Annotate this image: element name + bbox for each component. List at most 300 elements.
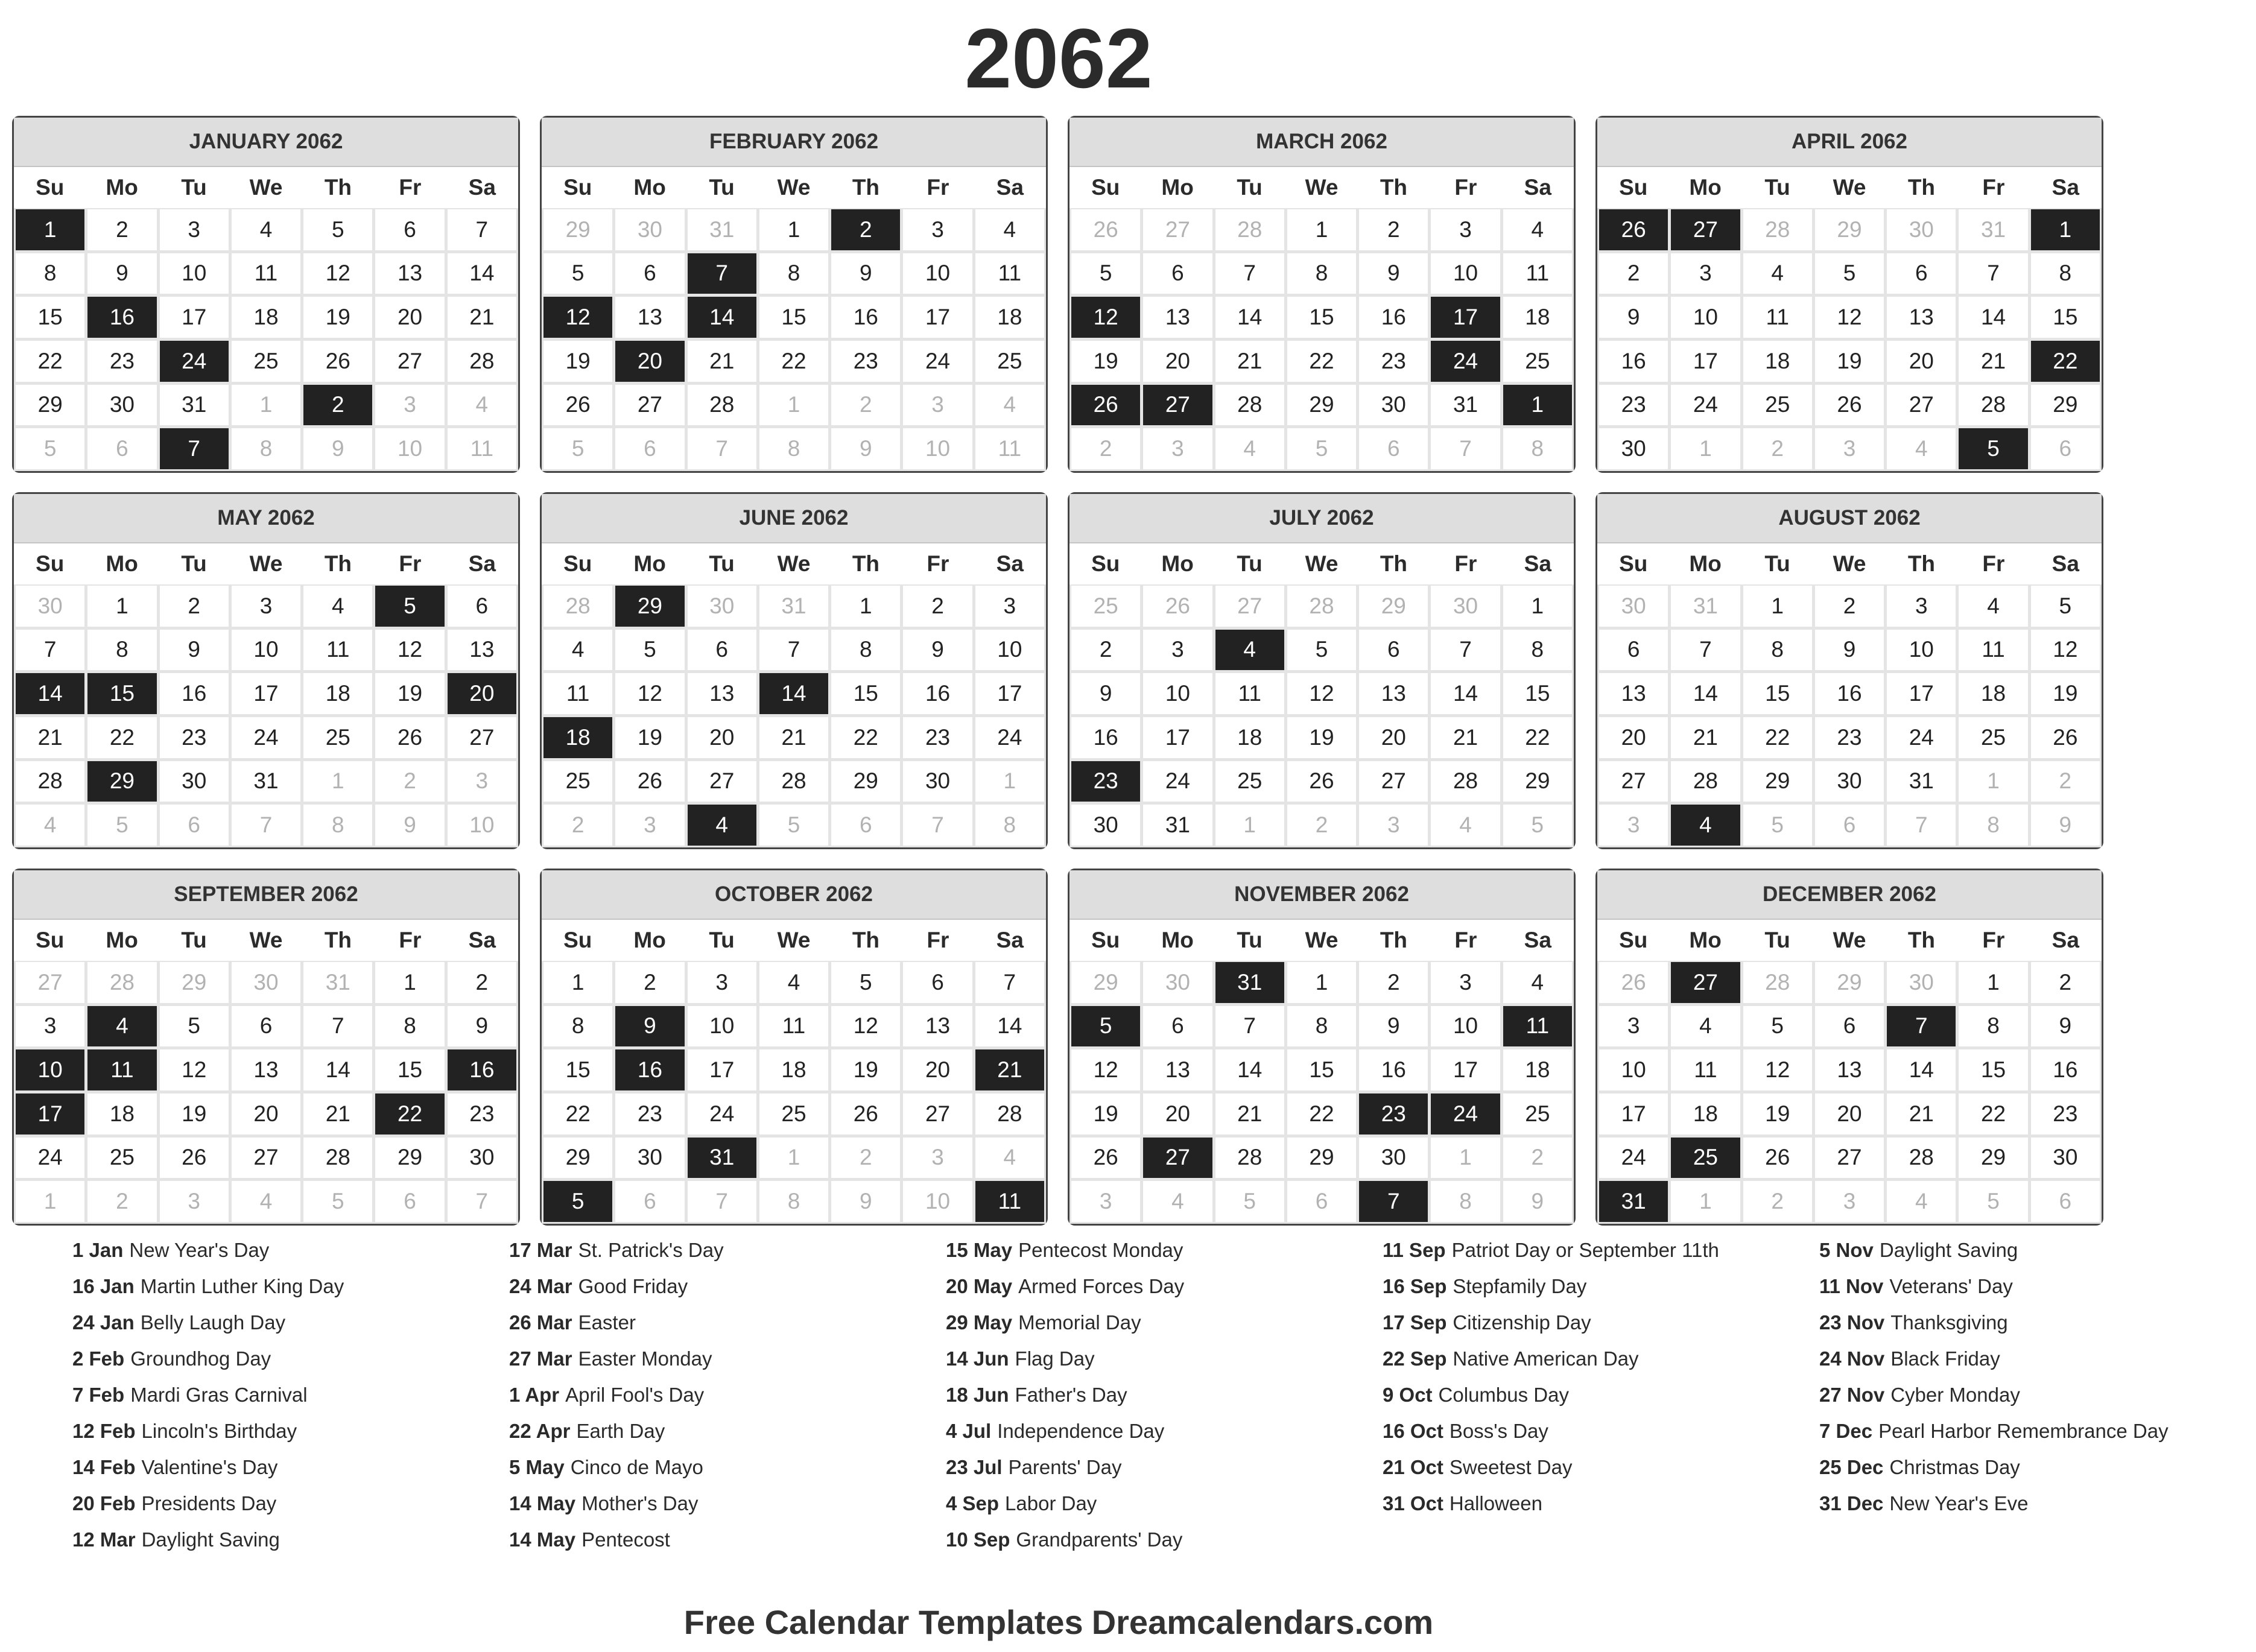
weekday-label: Th [1380,175,1408,200]
weekday-label: Fr [1982,928,2005,952]
day-cell: 22 [1287,1093,1356,1135]
weekday-label: We [249,175,283,200]
day-cell-adjacent: 1 [1959,761,2027,802]
day-cell-adjacent: 4 [1431,805,1500,846]
day-cell: 8 [1743,630,1812,671]
day-cell: 25 [759,1093,828,1135]
day-cell: 8 [543,1006,612,1047]
day-cell: 4 [1671,1006,1740,1047]
day-cell-holiday: 16 [615,1049,684,1090]
day-cell: 13 [1359,673,1428,714]
day-cell: 29 [1287,1138,1356,1179]
day-cell: 25 [303,717,372,758]
day-cell: 17 [688,1049,756,1090]
day-cell: 19 [1815,341,1884,382]
day-cell-adjacent: 7 [688,1181,756,1222]
weekday-label: Su [1091,928,1120,952]
holiday-name: Citizenship Day [1453,1311,1591,1334]
day-cell-holiday: 7 [1359,1181,1428,1222]
day-cell-holiday: 12 [543,297,612,338]
day-cell: 23 [87,341,156,382]
holiday-date: 4 Jul [946,1420,992,1442]
day-cell: 4 [1503,962,1572,1003]
holiday-item [1819,1236,2217,1264]
day-grid [14,584,518,847]
holiday-date: 11 Nov [1819,1275,1884,1297]
day-cell-adjacent: 28 [1743,209,1812,250]
weekday-label: Th [1380,551,1408,576]
holiday-name: Presidents Day [141,1492,277,1514]
day-cell: 30 [903,761,972,802]
holiday-item [509,1454,907,1481]
day-cell-holiday: 14 [16,673,84,714]
day-cell: 14 [1671,673,1740,714]
day-cell: 16 [1599,341,1668,382]
day-cell: 30 [1359,385,1428,426]
day-cell-adjacent: 4 [448,385,516,426]
day-cell-adjacent: 5 [1959,1181,2027,1222]
day-cell: 15 [16,297,84,338]
day-cell-adjacent: 25 [1071,586,1140,627]
day-cell: 28 [1887,1138,1956,1179]
holiday-item [1819,1417,2217,1445]
day-cell: 11 [1743,297,1812,338]
day-cell: 24 [1887,717,1956,758]
weekday-label: Su [36,928,65,952]
day-cell-holiday: 24 [160,341,229,382]
holiday-item [509,1345,907,1372]
day-cell-adjacent: 6 [1815,805,1884,846]
day-cell: 3 [975,586,1044,627]
day-cell: 12 [615,673,684,714]
day-cell-adjacent: 29 [1815,209,1884,250]
day-cell: 18 [759,1049,828,1090]
day-cell-adjacent: 4 [232,1181,300,1222]
weekday-label: Sa [2052,928,2079,952]
holiday-item [1819,1345,2217,1372]
day-cell-holiday: 31 [1215,962,1284,1003]
day-cell: 26 [1743,1138,1812,1179]
day-cell: 19 [1743,1093,1812,1135]
holiday-name: Groundhog Day [130,1347,271,1370]
day-cell-adjacent: 1 [759,385,828,426]
holiday-date: 17 Sep [1383,1311,1447,1334]
weekday-label: Th [852,551,880,576]
day-cell: 18 [303,673,372,714]
weekday-header [14,543,518,584]
weekday-label: Mo [106,551,138,576]
day-cell: 8 [16,253,84,294]
day-cell: 30 [160,761,229,802]
day-cell: 16 [2031,1049,2100,1090]
day-cell: 13 [1143,1049,1212,1090]
day-cell: 23 [903,717,972,758]
day-cell: 28 [1431,761,1500,802]
day-cell: 1 [1743,586,1812,627]
day-grid [1069,208,1574,471]
day-cell: 2 [160,586,229,627]
day-cell: 8 [759,253,828,294]
day-cell: 15 [1503,673,1572,714]
day-cell-adjacent: 6 [375,1181,444,1222]
holiday-item [1819,1273,2217,1300]
holiday-name: Belly Laugh Day [140,1311,286,1334]
weekday-label: Sa [996,551,1024,576]
holiday-date: 24 Nov [1819,1347,1885,1370]
day-grid [1597,584,2102,847]
day-cell: 1 [87,586,156,627]
day-cell-adjacent: 10 [903,428,972,469]
day-cell: 14 [448,253,516,294]
day-cell-holiday: 15 [87,673,156,714]
day-cell: 2 [1815,586,1884,627]
holiday-name: Boss's Day [1449,1420,1548,1442]
day-cell: 8 [1503,630,1572,671]
day-cell: 9 [831,253,900,294]
day-cell: 7 [303,1006,372,1047]
day-cell-adjacent: 1 [1671,1181,1740,1222]
day-cell: 7 [975,962,1044,1003]
holiday-name: New Year's Day [129,1239,270,1261]
day-cell-holiday: 9 [615,1006,684,1047]
day-cell-adjacent: 11 [448,428,516,469]
day-cell: 15 [1743,673,1812,714]
day-cell-holiday: 4 [1671,805,1740,846]
day-cell-adjacent: 28 [543,586,612,627]
day-cell: 21 [759,717,828,758]
holiday-item [1383,1273,1781,1300]
holiday-item [946,1417,1344,1445]
month-title: FEBRUARY 2062 [542,118,1046,167]
day-cell: 21 [1431,717,1500,758]
day-cell: 13 [448,630,516,671]
holiday-date: 27 Nov [1819,1384,1885,1406]
day-cell: 23 [448,1093,516,1135]
day-cell: 26 [1287,761,1356,802]
day-cell: 15 [831,673,900,714]
holiday-item [1819,1381,2217,1408]
holiday-item [509,1490,907,1517]
weekday-label: Tu [1237,928,1263,952]
day-cell-holiday: 27 [1671,209,1740,250]
day-cell-holiday: 25 [1671,1138,1740,1179]
day-cell-holiday: 1 [2031,209,2100,250]
weekday-label: Mo [106,175,138,200]
day-cell: 9 [448,1006,516,1047]
day-cell: 25 [975,341,1044,382]
day-cell-adjacent: 29 [1359,586,1428,627]
day-cell-holiday: 29 [615,586,684,627]
holiday-date: 29 May [946,1311,1013,1334]
holiday-date: 16 Sep [1383,1275,1447,1297]
holiday-name: Daylight Saving [141,1528,280,1551]
day-cell: 16 [1071,717,1140,758]
day-cell: 29 [1743,761,1812,802]
holiday-date: 7 Feb [72,1384,125,1406]
day-cell: 27 [1359,761,1428,802]
day-cell: 17 [975,673,1044,714]
day-cell: 15 [1959,1049,2027,1090]
day-cell: 31 [1431,385,1500,426]
day-cell-holiday: 31 [688,1138,756,1179]
day-grid [1597,961,2102,1224]
day-cell: 19 [615,717,684,758]
holiday-name: Easter [578,1311,636,1334]
weekday-header [1597,167,2102,208]
weekday-label: Su [563,175,592,200]
weekday-label: Mo [1161,175,1194,200]
holiday-item [1383,1309,1781,1336]
day-cell-adjacent: 5 [1287,428,1356,469]
day-cell: 6 [1143,253,1212,294]
day-cell: 14 [1431,673,1500,714]
day-cell: 10 [232,630,300,671]
day-cell: 29 [1287,385,1356,426]
day-cell: 27 [375,341,444,382]
day-cell: 18 [1959,673,2027,714]
day-cell-holiday: 4 [87,1006,156,1047]
day-cell-holiday: 26 [1071,385,1140,426]
day-cell-adjacent: 3 [1815,428,1884,469]
day-cell-adjacent: 30 [615,209,684,250]
holiday-name: Martin Luther King Day [140,1275,344,1297]
day-cell-holiday: 5 [1071,1006,1140,1047]
day-cell: 9 [1815,630,1884,671]
day-cell: 25 [1215,761,1284,802]
footer-text: Free Calendar Templates [683,1603,1083,1641]
day-cell: 13 [1887,297,1956,338]
month-title: JANUARY 2062 [14,118,518,167]
holiday-item [509,1526,907,1553]
holiday-name: Thanksgiving [1890,1311,2008,1334]
day-cell-holiday: 16 [87,297,156,338]
holiday-date: 17 Mar [509,1239,572,1261]
weekday-label: Fr [927,928,949,952]
day-cell-adjacent: 3 [1071,1181,1140,1222]
day-cell: 28 [1215,385,1284,426]
day-cell: 24 [1599,1138,1668,1179]
day-cell-holiday: 12 [1071,297,1140,338]
day-cell: 6 [448,586,516,627]
day-cell-adjacent: 29 [1071,962,1140,1003]
day-cell-holiday: 23 [1071,761,1140,802]
day-cell: 24 [688,1093,756,1135]
day-cell: 7 [1671,630,1740,671]
weekday-label: Mo [633,928,666,952]
weekday-label: We [249,551,283,576]
day-cell-holiday: 14 [759,673,828,714]
day-cell-adjacent: 28 [1743,962,1812,1003]
day-cell: 29 [831,761,900,802]
month-calendar [12,116,520,473]
day-cell: 1 [1287,209,1356,250]
day-cell-adjacent: 30 [688,586,756,627]
day-cell: 25 [543,761,612,802]
holiday-date: 16 Jan [72,1275,135,1297]
day-grid [1597,208,2102,471]
day-cell: 9 [1071,673,1140,714]
holiday-date: 27 Mar [509,1347,572,1370]
day-cell-adjacent: 4 [16,805,84,846]
day-cell: 6 [1599,630,1668,671]
day-cell: 17 [903,297,972,338]
holiday-item [1383,1381,1781,1408]
weekday-label: Sa [1524,175,1551,200]
day-cell-adjacent: 4 [975,385,1044,426]
holiday-name: Grandparents' Day [1016,1528,1183,1551]
day-cell-adjacent: 30 [232,962,300,1003]
weekday-label: Su [1091,551,1120,576]
weekday-label: Tu [709,928,735,952]
day-cell: 14 [975,1006,1044,1047]
month-title: MARCH 2062 [1069,118,1574,167]
day-cell-adjacent: 3 [1815,1181,1884,1222]
day-cell: 6 [615,253,684,294]
weekday-label: Sa [2052,175,2079,200]
day-cell: 10 [903,253,972,294]
footer [0,1601,2117,1644]
day-cell-adjacent: 6 [160,805,229,846]
weekday-header [14,920,518,961]
day-cell: 24 [1671,385,1740,426]
day-cell-adjacent: 30 [1599,586,1668,627]
day-cell: 17 [160,297,229,338]
day-cell-adjacent: 5 [1743,805,1812,846]
holiday-date: 12 Mar [72,1528,136,1551]
weekday-label: Th [1380,928,1408,952]
day-cell: 20 [375,297,444,338]
day-cell: 15 [1287,1049,1356,1090]
day-cell-holiday: 31 [1599,1181,1668,1222]
day-cell: 17 [1143,717,1212,758]
weekday-label: Th [324,175,352,200]
day-cell: 19 [375,673,444,714]
holiday-date: 5 May [509,1456,565,1478]
weekday-label: Mo [1689,551,1722,576]
day-cell: 10 [1671,297,1740,338]
day-cell: 21 [303,1093,372,1135]
day-cell: 5 [2031,586,2100,627]
day-cell: 27 [1599,761,1668,802]
day-cell: 5 [303,209,372,250]
day-cell: 18 [1671,1093,1740,1135]
holiday-item [1383,1454,1781,1481]
day-cell-adjacent: 2 [543,805,612,846]
weekday-header [542,167,1046,208]
weekday-label: Tu [181,551,207,576]
holiday-date: 24 Jan [72,1311,135,1334]
day-cell: 22 [1959,1093,2027,1135]
day-cell: 24 [1143,761,1212,802]
day-cell: 17 [232,673,300,714]
weekday-label: We [777,551,811,576]
day-cell: 3 [903,209,972,250]
day-cell-adjacent: 30 [1143,962,1212,1003]
holiday-item [72,1417,471,1445]
day-cell: 21 [1671,717,1740,758]
day-cell-holiday: 2 [303,385,372,426]
day-cell-holiday: 26 [1599,209,1668,250]
day-cell-adjacent: 29 [160,962,229,1003]
day-cell-adjacent: 2 [375,761,444,802]
day-cell: 23 [1359,341,1428,382]
day-cell: 28 [1959,385,2027,426]
holiday-column [1383,1236,1819,1562]
holiday-item [1383,1490,1781,1517]
day-cell: 9 [1599,297,1668,338]
holiday-item [72,1309,471,1336]
holiday-date: 24 Mar [509,1275,572,1297]
day-cell-adjacent: 6 [1287,1181,1356,1222]
year-title: 2062 [965,11,1153,106]
weekday-label: Su [1619,551,1648,576]
holiday-name: Halloween [1449,1492,1542,1514]
day-cell: 11 [303,630,372,671]
holiday-name: Christmas Day [1889,1456,2020,1478]
day-cell: 2 [1599,253,1668,294]
day-cell: 6 [375,209,444,250]
day-cell-adjacent: 26 [1071,209,1140,250]
day-cell-holiday: 1 [16,209,84,250]
weekday-label: Su [563,928,592,952]
holiday-item [72,1381,471,1408]
month-calendar [1595,492,2103,849]
holiday-column [509,1236,946,1562]
holiday-item [946,1454,1344,1481]
holiday-name: Armed Forces Day [1018,1275,1185,1297]
day-cell: 4 [303,586,372,627]
weekday-label: Mo [633,175,666,200]
holiday-date: 11 Sep [1383,1239,1446,1261]
day-cell-adjacent: 2 [2031,761,2100,802]
day-cell: 5 [1287,630,1356,671]
day-cell-adjacent: 30 [1887,209,1956,250]
day-cell: 8 [87,630,156,671]
day-cell-adjacent: 8 [759,428,828,469]
day-cell-adjacent: 4 [1887,428,1956,469]
day-cell-holiday: 29 [87,761,156,802]
day-cell: 31 [1143,805,1212,846]
day-cell: 4 [1503,209,1572,250]
day-cell: 8 [1287,1006,1356,1047]
day-cell: 6 [232,1006,300,1047]
weekday-label: Fr [399,551,422,576]
day-cell-holiday: 22 [2031,341,2100,382]
day-cell-adjacent: 1 [232,385,300,426]
holiday-date: 16 Oct [1383,1420,1443,1442]
day-grid [1069,961,1574,1224]
holiday-item [72,1345,471,1372]
day-cell: 22 [1287,341,1356,382]
weekday-label: Sa [996,175,1024,200]
day-cell: 15 [543,1049,612,1090]
weekday-header [1069,543,1574,584]
day-cell: 9 [160,630,229,671]
weekday-label: Fr [1454,175,1477,200]
day-cell: 14 [303,1049,372,1090]
holiday-item [1383,1236,1781,1264]
day-cell: 30 [1359,1138,1428,1179]
day-cell: 16 [903,673,972,714]
day-cell: 21 [1887,1093,1956,1135]
day-cell-adjacent: 3 [160,1181,229,1222]
holiday-column [72,1236,509,1562]
day-cell: 13 [1143,297,1212,338]
weekday-label: We [1833,928,1866,952]
day-cell-adjacent: 28 [1215,209,1284,250]
month-title: DECEMBER 2062 [1597,870,2102,920]
day-cell: 29 [2031,385,2100,426]
